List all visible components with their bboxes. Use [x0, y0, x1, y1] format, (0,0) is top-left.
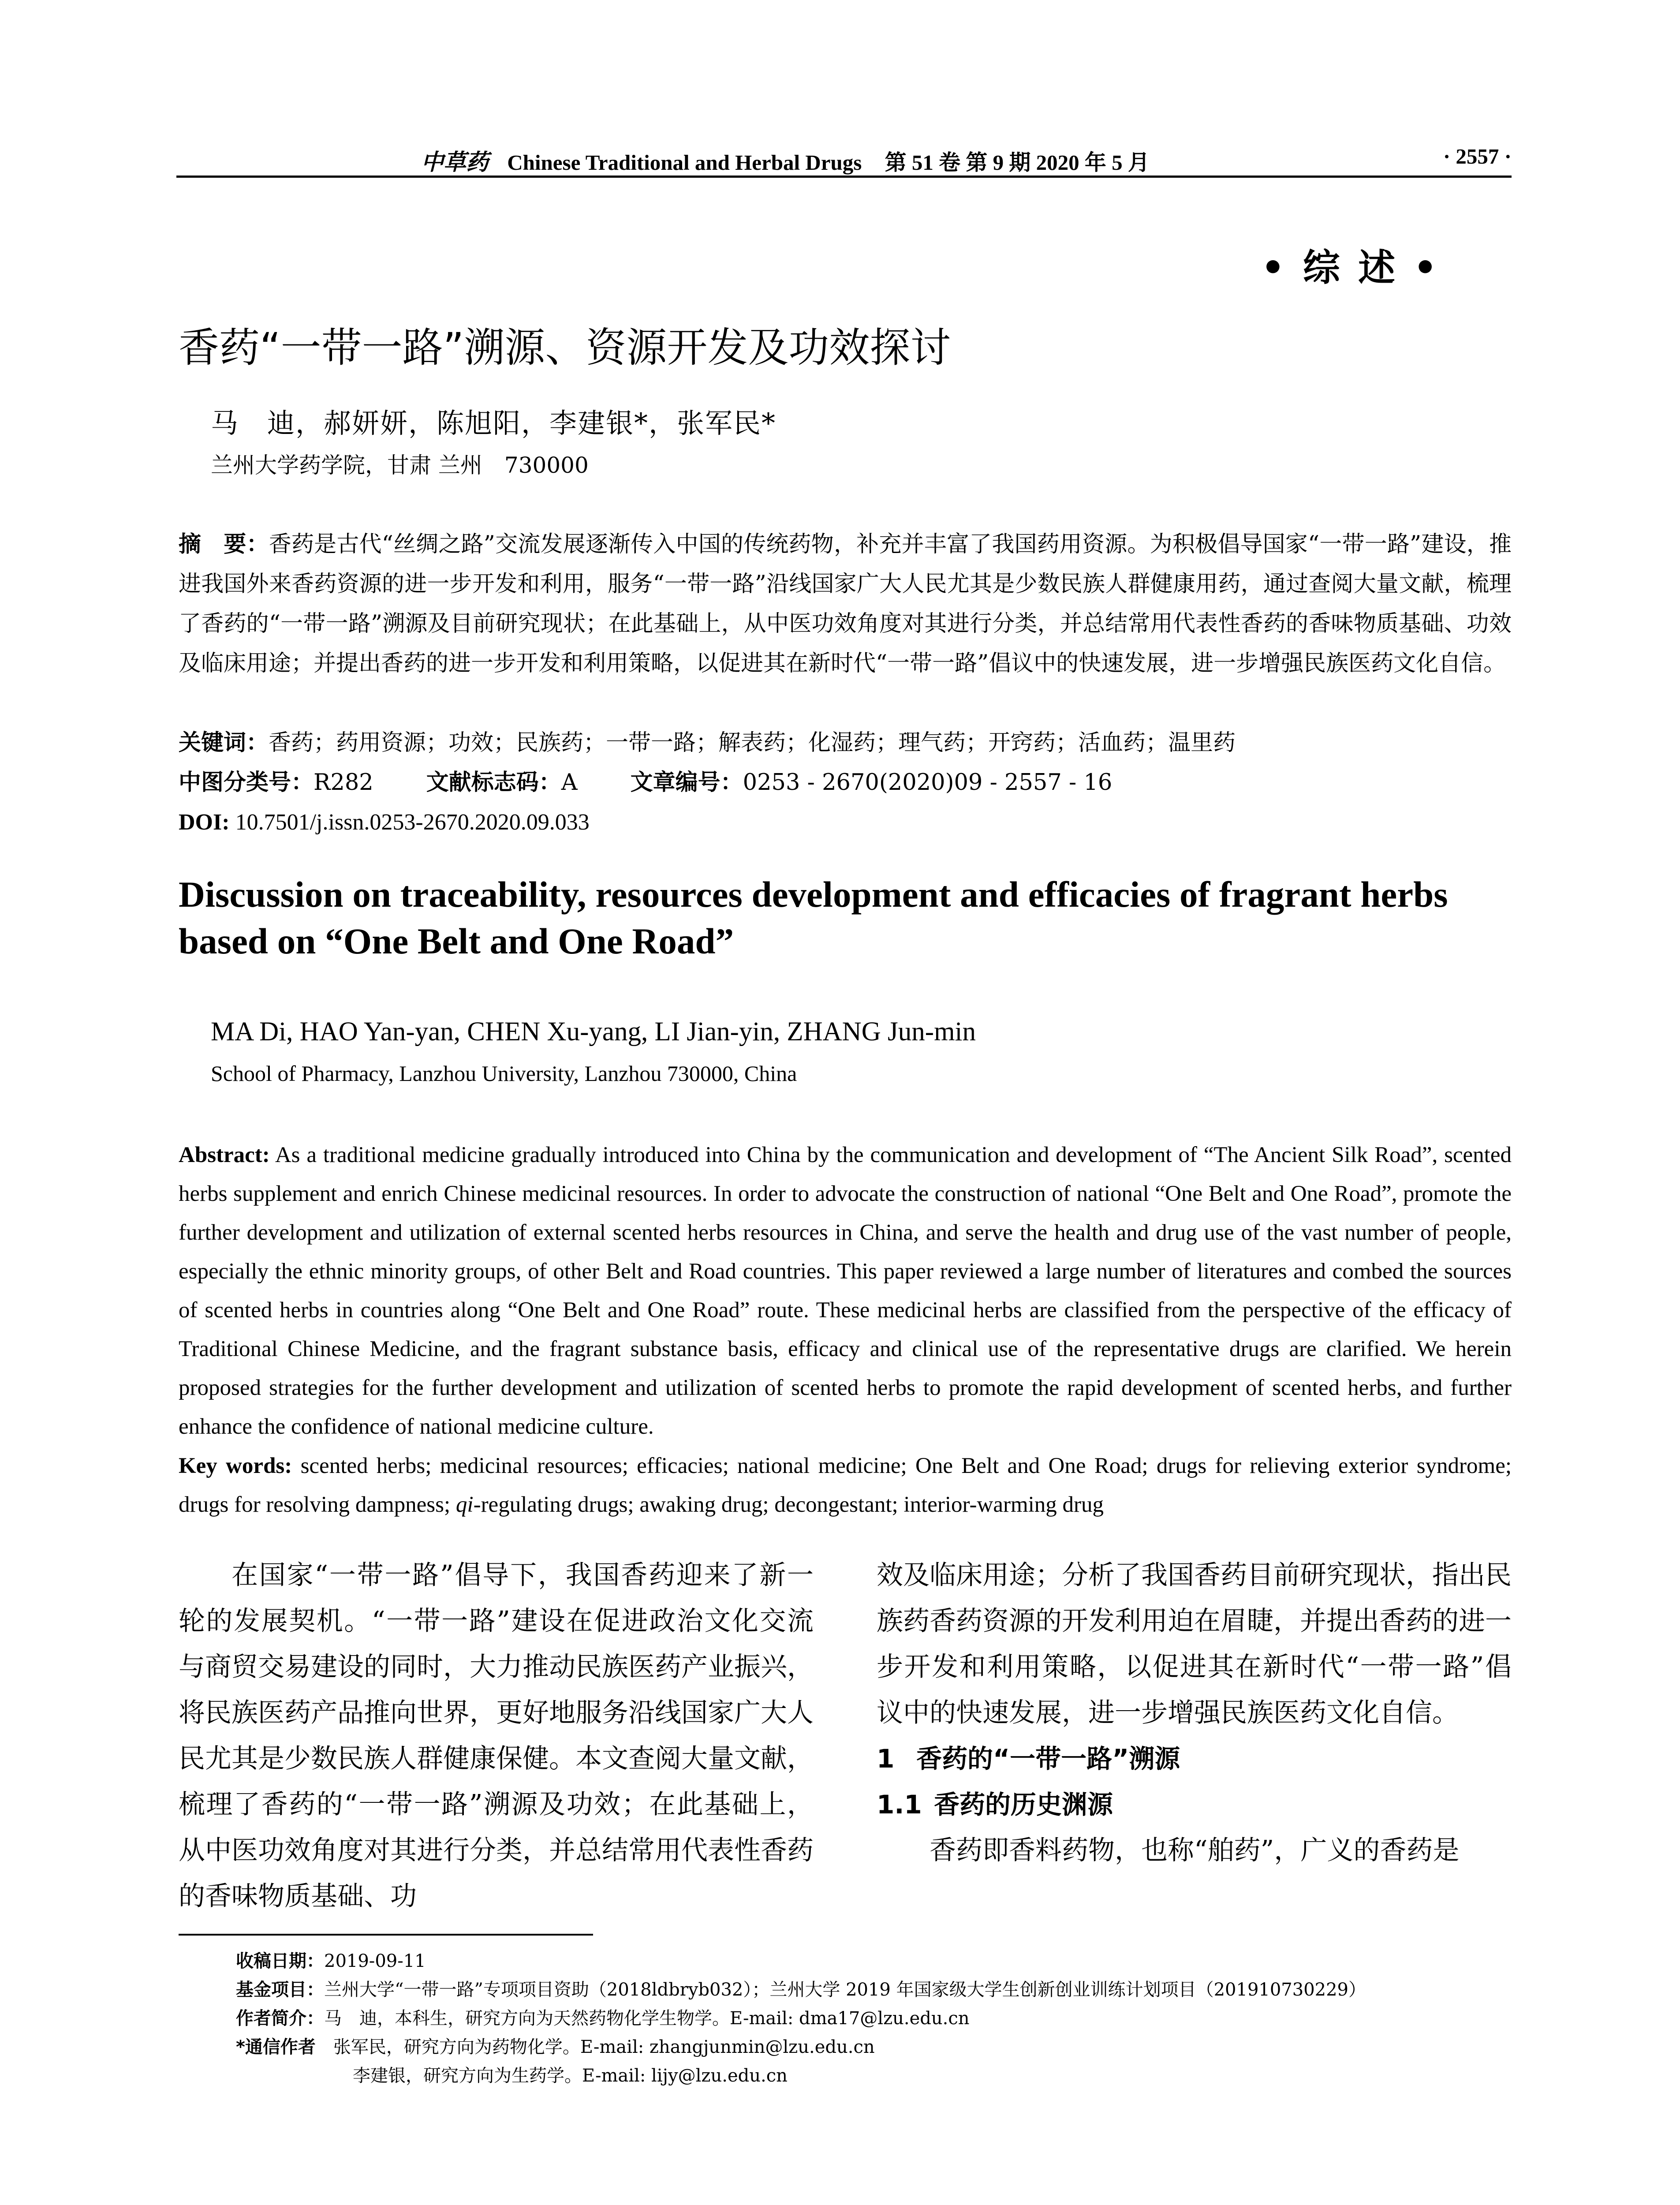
- doi-link[interactable]: 10.7501/j.issn.0253-2670.2020.09.033: [235, 810, 590, 835]
- clc-value: R282: [314, 770, 373, 796]
- section-heading-1-1: [877, 1782, 1512, 1828]
- keywords-cn: [179, 723, 1512, 763]
- abstract-en: [179, 1136, 1512, 1446]
- received-label: 收稿日期：: [236, 1951, 324, 1971]
- affiliation-en: School of Pharmacy, Lanzhou University, Lanzhou 730000, China: [211, 1061, 797, 1086]
- intro-paragraph-cont: 效及临床用途；分析了我国香药目前研究现状，指出民族药香药资源的开发利用迫在眉睫，并提出香药的进一步开发和利用策略，以促进其在新时代“一带一路”倡议中的快速发展，进一步增强民族医药文化自信。: [877, 1560, 1512, 1728]
- abstract-cn: [179, 525, 1512, 684]
- clc-label: 中图分类号：: [179, 770, 314, 796]
- author-value: 马 迪，本科生，研究方向为天然药物化学生物学。E-mail: dma17@lzu.edu.cn: [324, 2008, 970, 2029]
- author-label: 作者简介：: [236, 2008, 324, 2029]
- article-no-value: 0253 - 2670(2020)09 - 2557 - 16: [743, 770, 1113, 796]
- footnote-author: [236, 2004, 970, 2029]
- keywords-en-text-1: scented herbs; medicinal resources; efficacies; national medicine; One Belt and One Road; drugs for relieving exterior syndrome; drugs for resolving dampness;: [179, 1454, 1512, 1517]
- intro-paragraph: 在国家“一带一路”倡导下，我国香药迎来了新一轮的发展契机。“一带一路”建设在促进政治文化交流与商贸交易建设的同时，大力推动民族医药产业振兴，将民族医药产品推向世界，更好地服务沿线国家广大人民尤其是少数民族人群健康保健。本文查阅大量文献，梳理了香药的“一带一路”溯源及功效；在此基础上，从中医功效角度对其进行分类，并总结常用代表性香药的香味物质基础、功: [179, 1560, 814, 1912]
- footnote-fund: [236, 1976, 1366, 2001]
- doi-label: DOI:: [179, 810, 230, 835]
- classification-line: [179, 763, 1512, 803]
- footnote-corresponding-2: 李建银，研究方向为生药学。E-mail: lijy@lzu.edu.cn: [353, 2066, 788, 2086]
- doi-line: [179, 803, 1512, 842]
- keywords-en-text-2: -regulating drugs; awaking drug; decongestant; interior-warming drug: [473, 1492, 1104, 1517]
- footnote-rule: [179, 1934, 593, 1936]
- abstract-en-label: Abstract:: [179, 1143, 270, 1167]
- keywords-cn-label: 关键词：: [179, 730, 269, 756]
- journal-name-cn: 中草药: [421, 149, 489, 176]
- abstract-cn-text: 香药是古代“丝绸之路”交流发展逐渐传入中国的传统药物，补充并丰富了我国药用资源。为积极倡导国家“一带一路”建设，推进我国外来香药资源的进一步开发和利用，服务“一带一路”沿线国家广大人民尤其是少数民族人群健康用药，通过查阅大量文献，梳理了香药的“一带一路”溯源及目前研究现状；在此基础上，从中医功效角度对其进行分类，并总结常用代表性香药的香味物质基础、功效及临床用途；并提出香药的进一步开发和利用策略，以促进其在新时代“一带一路”倡议中的快速发展，进一步增强民族医药文化自信。: [179, 531, 1512, 676]
- journal-name-en: Chinese Traditional and Herbal Drugs: [507, 150, 862, 175]
- doc-code-value: A: [561, 770, 578, 796]
- fund-label: 基金项目：: [236, 1980, 324, 2000]
- keywords-cn-text: 香药；药用资源；功效；民族药；一带一路；解表药；化湿药；理气药；开窍药；活血药；温里药: [269, 730, 1236, 756]
- section-heading-1: [877, 1736, 1512, 1782]
- section-1-1-paragraph: 香药即香料药物，也称“舶药”，广义的香药是: [930, 1835, 1460, 1866]
- header-rule: [176, 176, 1512, 178]
- article-no-label: 文章编号：: [630, 770, 743, 796]
- corr-label: *通信作者: [236, 2037, 316, 2057]
- authors-cn: 马 迪，郝妍妍，陈旭阳，李建银*，张军民*: [211, 407, 777, 439]
- authors-en: MA Di, HAO Yan-yan, CHEN Xu-yang, LI Jian-yin, ZHANG Jun-min: [211, 1017, 976, 1046]
- section-heading-1-1-num: 1.1: [877, 1790, 922, 1820]
- running-header: [176, 140, 1512, 176]
- keywords-en-label: Key words:: [179, 1454, 292, 1478]
- abstract-en-text: As a traditional medicine gradually introduced into China by the communication and development of “The Ancient Silk Road”, scented herbs supplement and enrich Chinese medicinal resources. In order to advocate the construction of national “One Belt and One Road”, promote the further development and utilization of external scented herbs resources in China, and serve the health and drug use of the vast number of people, especially the ethnic minority groups, of other Belt and Road countries. This paper reviewed a large number of literatures and combed the sources of scented herbs in countries along “One Belt and One Road” route. These medicinal herbs are classified from the perspective of the efficacy of Traditional Chinese Medicine, and the fragrant substance basis, efficacy and clinical use of the representative drugs are clarified. We herein proposed strategies for the further development and utilization of scented herbs to promote the rapid development of scented herbs, and further enhance the confidence of national medicine culture.: [179, 1143, 1512, 1439]
- keywords-en: [179, 1446, 1512, 1524]
- abstract-cn-label: 摘 要：: [179, 531, 269, 557]
- doc-code-label: 文献标志码：: [426, 770, 561, 796]
- footnote-corresponding: [236, 2033, 875, 2058]
- section-tag: • 综 述 •: [1261, 246, 1440, 289]
- received-value: 2019-09-11: [324, 1951, 426, 1971]
- keywords-en-qi: qi: [455, 1492, 474, 1517]
- corr-value-1: 张军民，研究方向为药物化学。E-mail: zhangjunmin@lzu.edu.cn: [333, 2037, 875, 2057]
- page-number: · 2557 ·: [1443, 144, 1512, 168]
- footnote-received: [236, 1947, 426, 1972]
- affiliation-cn: 兰州大学药学院，甘肃 兰州 730000: [211, 452, 589, 478]
- section-heading-1-text: 香药的“一带一路”溯源: [916, 1744, 1180, 1774]
- body-column-left: [179, 1552, 814, 1919]
- title-cn: 香药“一带一路”溯源、资源开发及功效探讨: [179, 324, 951, 371]
- journal-header: [421, 144, 1150, 176]
- fund-value: 兰州大学“一带一路”专项项目资助（2018ldbryb032）；兰州大学 2019 年国家级大学生创新创业训练计划项目（201910730229）: [324, 1980, 1366, 2000]
- section-heading-1-1-text: 香药的历史渊源: [934, 1790, 1113, 1820]
- title-en: Discussion on traceability, resources development and efficacies of fragrant herbs based on “One Belt and One Road”: [179, 874, 1448, 961]
- issue-info: 第 51 卷 第 9 期 2020 年 5 月: [885, 150, 1150, 175]
- body-column-right: [877, 1552, 1512, 1873]
- section-heading-1-num: 1: [877, 1744, 895, 1774]
